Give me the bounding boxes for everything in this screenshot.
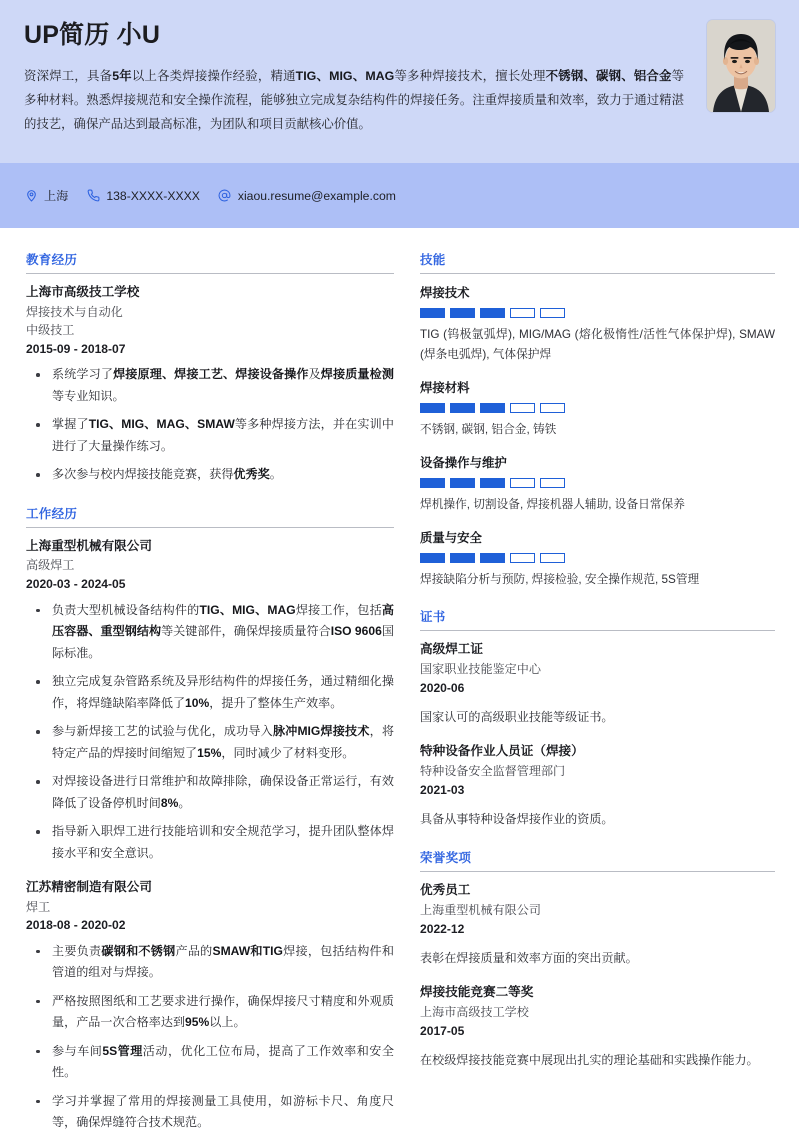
contact-item-phone[interactable]	[86, 189, 199, 203]
skill-items: 焊接缺陷分析与预防, 焊接检验, 安全操作规范, 5S管理	[420, 572, 700, 586]
header-text-block	[24, 20, 691, 137]
entry-bullet-list	[26, 941, 394, 1130]
credential-date: 2021-03	[420, 782, 465, 797]
entry-date-range: 2020-03 - 2024-05	[26, 577, 126, 592]
skill-bar-empty	[510, 553, 535, 563]
section-awards	[420, 848, 775, 1071]
contact-item-email[interactable]	[218, 189, 396, 203]
right-column	[420, 250, 775, 1089]
skill-bar-empty	[510, 403, 535, 413]
credential-entry	[420, 983, 775, 1071]
credential-date: 2017-05	[420, 1023, 465, 1038]
entry-role: 焊工	[26, 899, 51, 914]
section-skills	[420, 250, 775, 589]
credential-description: 在校级焊接技能竞赛中展现出扎实的理论基础和实践操作能力。	[420, 1052, 759, 1067]
skill-bar-empty	[540, 403, 565, 413]
skill-level-meter	[420, 403, 775, 413]
credential-date: 2022-12	[420, 921, 465, 936]
entry-date-range: 2018-08 - 2020-02	[26, 918, 126, 933]
skill-bar-empty	[540, 553, 565, 563]
credential-entry	[420, 640, 775, 728]
certificate-entries	[420, 640, 775, 830]
skill-level-meter	[420, 478, 775, 488]
list-item: 学习并掌握了常用的焊接测量工具使用，如游标卡尺、角度尺等，确保焊缝符合技术规范。	[26, 1091, 394, 1130]
section-title-work: 工作经历	[26, 504, 394, 528]
skill-bar-empty	[540, 478, 565, 488]
skill-group-name: 焊接技术	[420, 286, 470, 300]
skill-group-name: 设备操作与维护	[420, 455, 507, 470]
section-title-certificates: 证书	[420, 607, 775, 631]
credential-entry	[420, 742, 775, 830]
contact-location-label: 上海	[44, 189, 69, 203]
credential-name: 优秀员工	[420, 883, 471, 898]
skill-level-meter	[420, 308, 775, 318]
section-title-education: 教育经历	[26, 250, 394, 274]
entry-organization: 上海市高级技工学校	[26, 285, 140, 299]
entry-role: 高级焊工	[26, 558, 75, 573]
skill-bar-filled	[480, 478, 505, 488]
experience-entry	[26, 537, 394, 864]
credential-issuer: 上海市高级技工学校	[420, 1004, 529, 1019]
skill-bar-empty	[540, 308, 565, 318]
experience-entry	[26, 283, 394, 486]
skill-bar-filled	[420, 308, 445, 318]
credential-description: 国家认可的高级职业技能等级证书。	[420, 710, 614, 725]
entry-degree: 中级技工	[26, 323, 75, 338]
skill-bar-filled	[480, 403, 505, 413]
phone-icon	[86, 189, 100, 203]
contact-phone-label: 138-XXXX-XXXX	[106, 188, 200, 203]
entry-role: 焊接技术与自动化	[26, 304, 123, 319]
entry-bullet-list	[26, 364, 394, 486]
skill-group-name: 质量与安全	[420, 530, 482, 545]
list-item: 多次参与校内焊接技能竞赛，获得优秀奖。	[26, 464, 394, 486]
section-certificates	[420, 607, 775, 830]
skill-bar-filled	[420, 553, 445, 563]
left-column	[26, 250, 394, 1130]
education-entries	[26, 283, 394, 486]
page-title: UP简历 小U	[24, 21, 161, 49]
avatar	[707, 20, 775, 112]
resume-body	[0, 228, 799, 1130]
credential-issuer: 国家职业技能鉴定中心	[420, 661, 541, 676]
skill-bar-empty	[510, 308, 535, 318]
resume-header	[0, 0, 799, 163]
skill-items: TIG (钨极氩弧焊), MIG/MAG (熔化极惰性/活性气体保护焊), SMAW (焊条电弧焊), 气体保护焊	[420, 328, 775, 361]
skill-bar-filled	[420, 478, 445, 488]
credential-date: 2020-06	[420, 680, 465, 695]
list-item: 负责大型机械设备结构件的TIG、MIG、MAG焊接工作，包括高压容器、重型钢结构等关键部件，确保焊接质量符合ISO 9606国际标准。	[26, 600, 394, 665]
entry-date-range: 2015-09 - 2018-07	[26, 341, 126, 356]
list-item: 掌握了TIG、MIG、MAG、SMAW等多种焊接方法，并在实训中进行了大量操作练习。	[26, 414, 394, 457]
skill-bar-filled	[420, 403, 445, 413]
list-item: 严格按照图纸和工艺要求进行操作，确保焊接尺寸精度和外观质量，产品一次合格率达到95%以上。	[26, 991, 394, 1034]
skill-group	[420, 453, 775, 515]
skill-group	[420, 528, 775, 590]
credential-name: 特种设备作业人员证（焊接）	[420, 744, 584, 759]
skill-items: 焊机操作, 切割设备, 焊接机器人辅助, 设备日常保养	[420, 497, 685, 511]
location-pin-icon	[24, 189, 38, 203]
skill-bar-filled	[450, 308, 475, 318]
entry-organization: 江苏精密制造有限公司	[26, 880, 152, 895]
skill-bar-filled	[450, 553, 475, 563]
entry-bullet-list	[26, 600, 394, 865]
work-entries	[26, 537, 394, 1130]
entry-organization: 上海重型机械有限公司	[26, 538, 152, 553]
list-item: 主要负责碳钢和不锈钢产品的SMAW和TIG焊接，包括结构件和管道的组对与焊接。	[26, 941, 394, 984]
skill-group	[420, 378, 775, 440]
credential-issuer: 特种设备安全监督管理部门	[420, 763, 566, 778]
skill-items: 不锈钢, 碳钢, 铝合金, 铸铁	[420, 422, 557, 436]
list-item: 参与车间5S管理活动，优化工位布局，提高了工作效率和安全性。	[26, 1041, 394, 1084]
award-entries	[420, 881, 775, 1071]
profile-summary: 资深焊工，具备5年以上各类焊接操作经验，精通TIG、MIG、MAG等多种焊接技术，擅长处理不锈钢、碳钢、铝合金等多种材料。熟悉焊接规范和安全操作流程，能够独立完成复杂结构件的焊接任务。注重焊接质量和效率，致力于通过精湛的技艺，确保产品达到最高标准，为团队和项目贡献核心价值。	[24, 69, 685, 132]
skill-groups	[420, 283, 775, 589]
section-work-experience	[26, 504, 394, 1130]
list-item: 系统学习了焊接原理、焊接工艺、焊接设备操作及焊接质量检测等专业知识。	[26, 364, 394, 407]
contact-email-label: xiaou.resume@example.com	[237, 188, 396, 203]
section-title-awards: 荣誉奖项	[420, 848, 775, 872]
list-item: 指导新入职焊工进行技能培训和安全规范学习，提升团队整体焊接水平和安全意识。	[26, 821, 394, 864]
skill-level-meter	[420, 553, 775, 563]
list-item: 对焊接设备进行日常维护和故障排除，确保设备正常运行，有效降低了设备停机时间8%。	[26, 771, 394, 814]
at-email-icon	[218, 189, 232, 203]
credential-name: 高级焊工证	[420, 642, 483, 657]
list-item: 独立完成复杂管路系统及异形结构件的焊接任务，通过精细化操作，将焊缝缺陷率降低了10%，提升了整体生产效率。	[26, 671, 394, 714]
skill-bar-filled	[450, 478, 475, 488]
contact-bar	[0, 163, 799, 228]
contact-item-location[interactable]	[24, 187, 68, 204]
skill-bar-filled	[480, 553, 505, 563]
skill-bar-filled	[450, 403, 475, 413]
credential-issuer: 上海重型机械有限公司	[420, 902, 541, 917]
skill-bar-filled	[480, 308, 505, 318]
credential-description: 表彰在焊接质量和效率方面的突出贡献。	[420, 950, 638, 965]
skill-bar-empty	[510, 478, 535, 488]
credential-description: 具备从事特种设备焊接作业的资质。	[420, 812, 614, 826]
credential-name: 焊接技能竞赛二等奖	[420, 985, 534, 1000]
credential-entry	[420, 881, 775, 969]
section-title-skills: 技能	[420, 250, 775, 274]
list-item: 参与新焊接工艺的试验与优化，成功导入脉冲MIG焊接技术，将特定产品的焊接时间缩短了15%，同时减少了材料变形。	[26, 721, 394, 764]
section-education	[26, 250, 394, 486]
experience-entry	[26, 878, 394, 1130]
skill-group-name: 焊接材料	[420, 380, 470, 395]
skill-group	[420, 283, 775, 365]
